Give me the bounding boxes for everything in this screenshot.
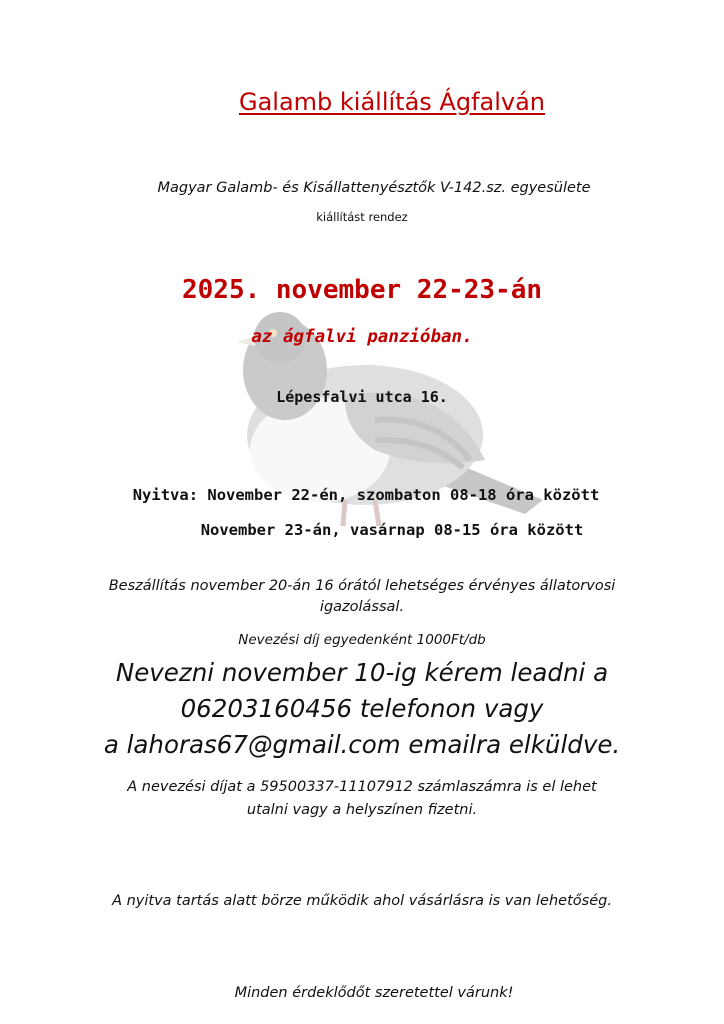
payment-line1: A nevezési díjat a 59500337-11107912 számlaszámra is el lehet	[127, 779, 597, 795]
opening-hours-day2: November 23-án, vasárnap 08-15 óra között	[200, 521, 584, 539]
market-info: A nyitva tartás alatt börze működik ahol vásárlásra is van lehetőség.	[112, 893, 612, 909]
registration-email: a lahoras67@gmail.com emailra elküldve.	[103, 730, 621, 759]
event-venue: az ágfalvi panzióban.	[251, 327, 473, 347]
delivery-info-line1: Beszállítás november 20-án 16 órától lehetséges érvényes állatorvosi	[108, 578, 616, 594]
page-title: Galamb kiállítás Ágfalván	[238, 88, 546, 116]
payment-line2: utalni vagy a helyszínen fizetni.	[246, 802, 478, 818]
organizer-action: kiállítást rendez	[316, 210, 408, 224]
delivery-info-line2: igazolással.	[319, 599, 405, 615]
organizer-name: Magyar Galamb- és Kisállattenyésztők V-142.sz. egyesülete	[157, 180, 591, 196]
registration-phone: 06203160456 telefonon vagy	[180, 694, 544, 723]
opening-hours-day1: Nyitva: November 22-én, szombaton 08-18 óra között	[132, 486, 600, 504]
entry-fee: Nevezési díj egyedenként 1000Ft/db	[238, 632, 486, 648]
event-address: Lépesfalvi utca 16.	[276, 388, 448, 406]
registration-line1: Nevezni november 10-ig kérem leadni a	[115, 658, 609, 687]
closing-message: Minden érdeklődőt szeretettel várunk!	[234, 985, 514, 1001]
payment-info	[0, 776, 724, 822]
delivery-info	[0, 576, 724, 618]
registration-info	[0, 655, 724, 763]
event-date: 2025. november 22-23-án	[181, 275, 543, 305]
